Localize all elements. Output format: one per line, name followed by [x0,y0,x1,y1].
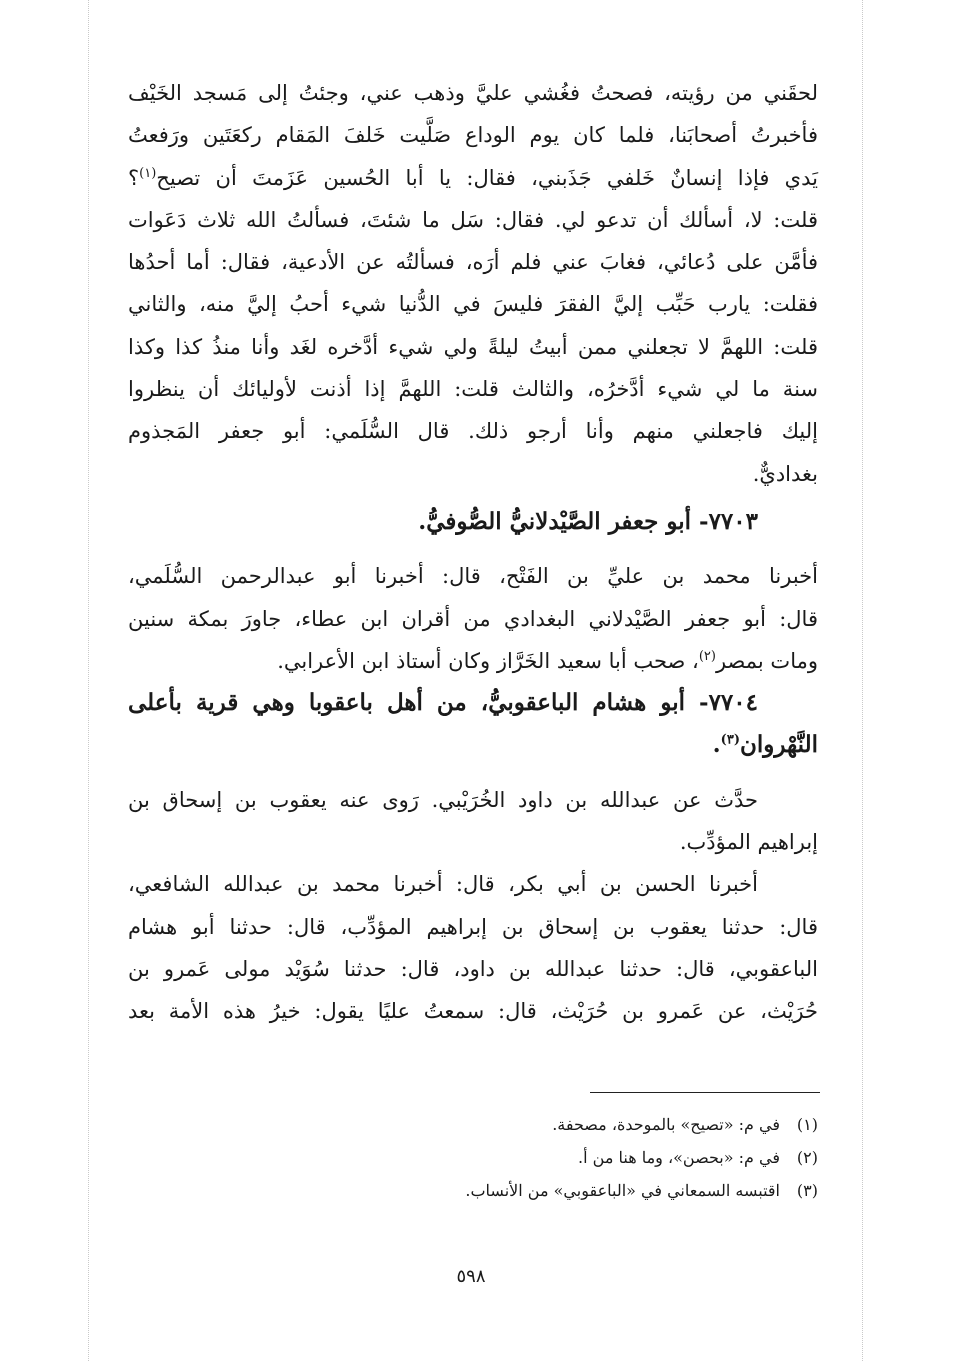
text-span: ، صحب أبا سعيد الخَرَّاز وكان أستاذ ابن الأعرابي. [277,648,699,673]
text-line: إبراهيم المؤدِّب. [679,830,818,855]
footnote-item [200,1108,818,1141]
text-line: قال: حدثنا يعقوب بن إسحاق بن إبراهيم المؤدِّب، قال: حدثنا أبو هشام [128,914,818,939]
footnote-text: في م: «تصيح» بالموحدة، مصحفة. [552,1115,780,1134]
paragraph-7703 [128,555,818,682]
paragraph-continuation [128,72,818,495]
text-line: قال: أبو جعفر الصَّيْدلاني البغدادي من أقران ابن عطاء، جاورَ بمكة سنين [128,606,818,631]
text-span: . [712,731,721,759]
text-line: إليك فاجعلني منهم وأنا أرجو ذلك. قال السُّلَمي: أبو جعفر المَجذوم [128,419,818,444]
footnote-text: في م: «بحصن»، وما هنا من أ. [578,1148,780,1167]
footnote-ref: (١) [139,165,157,181]
footnote-item [200,1141,818,1174]
text-line: قلت: لا، أسألك أن تدعو لي. فقال: سَل ما شئتَ، فسألتُ الله ثلاث دَعَوات [128,207,818,232]
text-line: الباعقوبي، قال: حدثنا عبدالله بن داود، قال: حدثنا سُوَيْد مولى عَمرو بن [128,956,818,981]
entry-heading-7703: ٧٧٠٣- أبو جعفر الصَّيْدلانيُّ الصُّوفيُّ. [418,507,758,535]
entry-heading-7704: ٧٧٠٤- أبو هشام الباعقوبيُّ، من أهل باعقوبا وهي قرية بأعلى [128,689,758,717]
footnote-number: (١) [796,1115,818,1134]
text-line: فأمَّن على دُعائي، فغابَ عني فلم أرَه، فسألتُه عن الأدعية، فقال: أما أحدُها [128,250,818,275]
text-line [128,640,818,682]
margin-guide-left [88,0,89,1361]
footnote-item [200,1174,818,1207]
footnote-ref: (٣) [720,732,740,748]
text-span: ومات بمصر [715,648,818,673]
footnotes [200,1108,818,1207]
text-span: النَّهْروان [739,731,818,759]
paragraph-7704-b [128,863,818,1032]
text-line: أخبرنا الحسن بن أبي بكر، قال: أخبرنا محمد بن عبدالله الشافعي، [128,872,758,897]
text-line [128,157,818,199]
footnote-ref: (٢) [698,648,716,664]
paragraph-7704-a [128,779,818,821]
text-line: فقلت: يارب حَبِّب إليَّ الفقرَ فليسَ في الدُّنيا شيء أحبُ إليَّ منه، والثاني [128,292,818,317]
text-line: حُرَيْث، عن عَمرو بن حُرَيْث، قال: سمعتُ عليًا يقول: خيرُ هذه الأمة بعد [128,999,818,1024]
text-line: فأخبرتُ أصحابَنا، فلما كان يوم الوداع صَلَّيت خَلفَ المَقام ركعَتَين ورَفعتُ [128,123,818,148]
text-span: يَدي فإذا إنسانٌ خَلفي جَذَبني، فقال: يا أبا الحُسين عَزَمتَ أن تصيح [156,165,818,190]
text-line: سنة ما لي شيء أدَّخرُه، والثالث قلت: اللهمَّ إذا أذنت لأوليائك أن ينظروا [128,377,818,402]
footnote-separator [590,1092,820,1093]
text-line: بغداديٌّ. [752,461,818,486]
text-line: أخبرنا محمد بن عليِّ بن الفَتْح، قال: أخبرنا أبو عبدالرحمن السُّلَمي، [128,564,818,589]
page-number: ٥٩٨ [456,1266,486,1287]
margin-guide-right [862,0,863,1361]
footnote-number: (٢) [796,1148,818,1167]
footnote-number: (٣) [796,1181,818,1200]
footnote-text: اقتبسه السمعاني في «الباعقوبي» من الأنساب. [465,1181,780,1200]
text-line: قلت: اللهمَّ لا تجعلني ممن أبيتُ ليلةً ولي شيء أدَّخره لغَد وأنا منذُ كذا وكذا [128,334,818,359]
text-span: ؟ [128,165,140,190]
main-text [128,72,818,1033]
text-line: لحقَني من رؤيته، فصحتُ فغُشي عليَّ وذهب عني، وجئتُ إلى مَسجد الخَيْف [128,81,818,105]
text-line: حدَّث عن عبدالله بن داود الخُرَيْبي. رَوى عنه يعقوب بن إسحاق بن [128,787,758,812]
entry-heading-7704-cont [128,724,818,766]
